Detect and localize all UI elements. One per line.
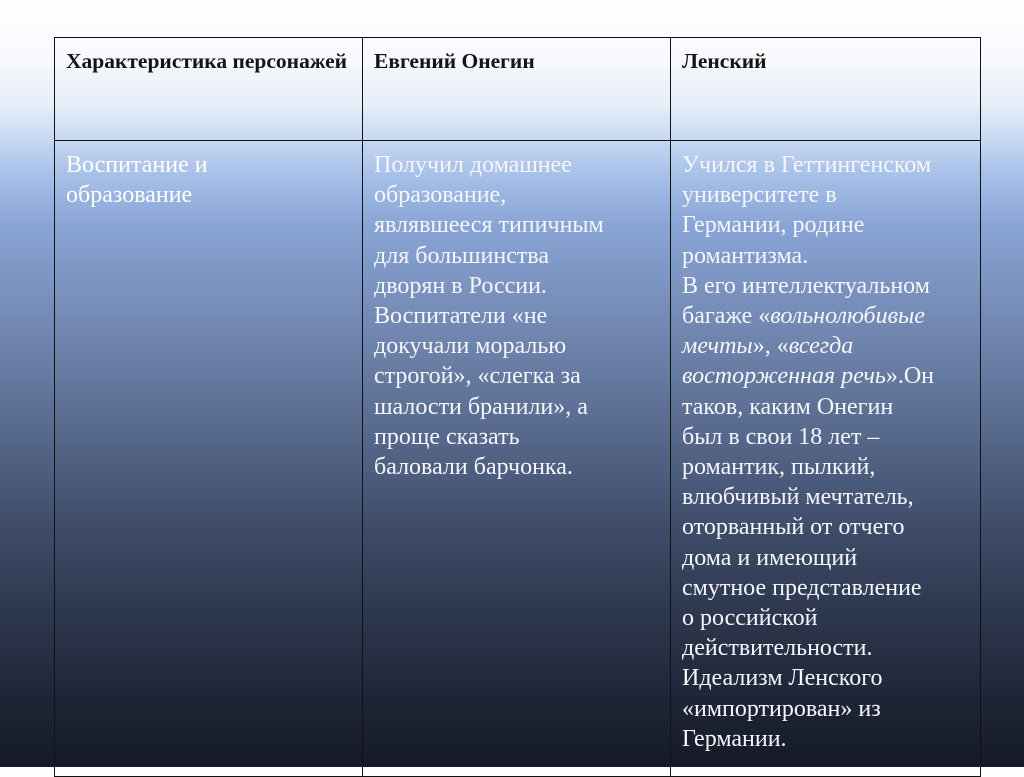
cell-lensky-upbringing: Учился в Геттингенском университете в Германии, родине романтизма. В его интеллектуальном багаже «вольнолюбивые мечты», «всегда восторженная речь».Он таков, каким Онегин был в свои 18 лет – романтик, пылкий, влюбчивый мечтатель, оторванный от отчего дома и имеющий смутное представление о российской действительности. Идеализм Ленского «импортирован» из Германии.	[671, 141, 981, 777]
header-onegin: Евгений Онегин	[363, 38, 671, 141]
table-row	[55, 141, 981, 777]
row-label-upbringing: Воспитание и образование	[55, 141, 363, 777]
table-header-row	[55, 38, 981, 141]
header-lensky: Ленский	[671, 38, 981, 141]
quote-freedom-dreams: вольнолюбивые мечты	[682, 303, 925, 360]
header-characteristics: Характеристика персонажей	[55, 38, 363, 141]
comparison-table	[54, 37, 981, 777]
quote-enthusiastic-speech: всегда восторженная речь	[682, 333, 886, 390]
cell-onegin-upbringing: Получил домашнее образование, являвшееся типичным для большинства дворян в России. Воспитатели «не докучали моралью строгой», «слегка за шалости бранили», а проще сказать баловали барчонка.	[363, 141, 671, 777]
